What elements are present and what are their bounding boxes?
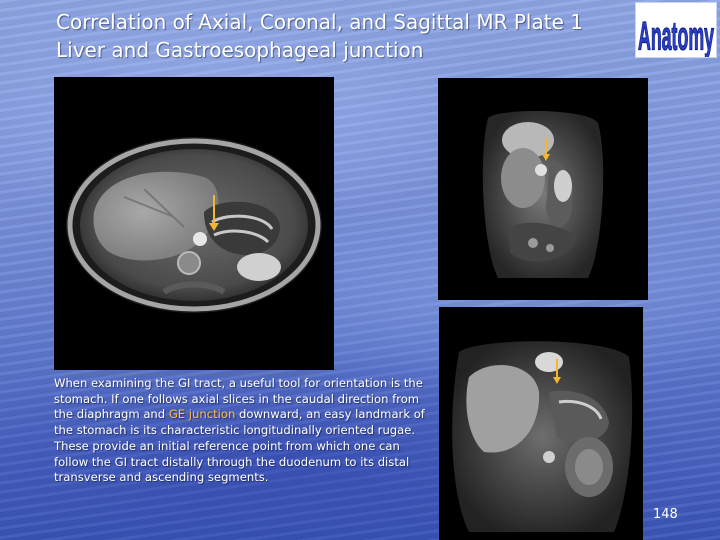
anatomy-logo (636, 3, 716, 57)
caption-text (54, 376, 426, 486)
logo-text: Anatomy (638, 13, 715, 57)
axial-mri-image (54, 77, 334, 370)
caption-highlight: GE junction (168, 407, 236, 422)
coronal-mri-image-2 (439, 307, 643, 540)
slide-title (56, 8, 626, 64)
title-line-1: Correlation of Axial, Coronal, and Sagittal MR Plate 1 (56, 10, 583, 34)
page-number: 148 (653, 507, 678, 522)
title-line-2: Liver and Gastroesophageal junction (56, 38, 424, 62)
caption-part-1: When examining the GI tract, a useful tool for orientation is the stomach. If one follows axial slices in the caudal direction from the diaphragm and (54, 376, 423, 422)
caption-part-2: downward, an easy landmark of the stomach is its characteristic longitudinally oriented rugae. These provide an initial reference point from which one can follow the GI tract distally through the duodenum to its distal transverse and ascending segments. (54, 407, 425, 485)
coronal-mri-image (438, 78, 648, 300)
